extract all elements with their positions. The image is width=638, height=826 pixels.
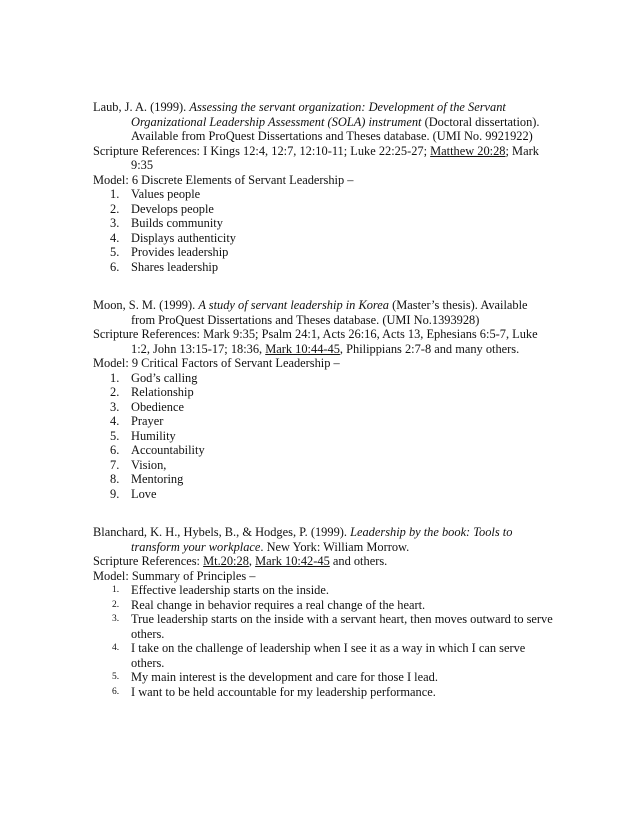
model-heading: Model: Summary of Principles – [93, 568, 256, 583]
scripture-references: Scripture References: Mt.20:28, Mark 10:42-45 and others. [93, 554, 388, 568]
citation: Moon, S. M. (1999). A study of servant leadership in Korea (Master’s thesis). Available from ProQuest Dissertations and Theses database. (UMI No.1393928) [93, 298, 528, 327]
list-item: 4. Displays authenticity [110, 230, 236, 245]
list-item: 6. Accountability [110, 443, 205, 457]
scripture-link[interactable]: Mt.20:28 [203, 554, 249, 568]
numbered-list [93, 371, 553, 502]
numbered-list [93, 187, 553, 274]
list-item: 6. Shares leadership [110, 259, 219, 274]
list-item: 3. Builds community [110, 216, 223, 230]
list-item: 4. I take on the challenge of leadership when I see it as a way in which I can serve others. [112, 641, 526, 670]
list-item: 5. Provides leadership [110, 245, 229, 259]
list-item: 4. Prayer [110, 414, 164, 428]
citation: Laub, J. A. (1999). Assessing the servant organization: Development of the Servant Organizational Leadership Assessment (SOLA) instrument (Doctoral dissertation). Available from ProQuest Dissertations and Theses database. (UMI No. 9921922) [93, 100, 540, 143]
list-item: 2. Real change in behavior requires a real change of the heart. [112, 597, 426, 612]
list-item: 9. Love [110, 486, 157, 501]
scripture-references: Scripture References: I Kings 12:4, 12:7, 12:10-11; Luke 22:25-27; Matthew 20:28; Mark 9:35 [93, 143, 539, 172]
list-item: 5. Humility [110, 428, 176, 443]
list-item: 2. Relationship [110, 385, 194, 399]
list-item: 2. Develops people [110, 201, 214, 216]
citation-title: Leadership by the book: Tools to transform your workplace [131, 525, 513, 554]
entry-blanchard [93, 525, 553, 699]
document-page [93, 100, 553, 699]
entry-laub [93, 100, 553, 274]
model-heading: Model: 9 Critical Factors of Servant Leadership – [93, 356, 340, 370]
list-item: 3. Obedience [110, 399, 184, 414]
scripture-link[interactable]: Mark 10:42-45 [255, 554, 330, 568]
citation: Blanchard, K. H., Hybels, B., & Hodges, P. (1999). Leadership by the book: Tools to transform your workplace. New York: William Morrow. [93, 525, 513, 554]
citation-title: A study of servant leadership in Korea [198, 298, 389, 312]
scripture-references: Scripture References: Mark 9:35; Psalm 24:1, Acts 26:16, Acts 13, Ephesians 6:5-7, Luke 1:2, John 13:15-17; 18:36, Mark 10:44-45, Philippians 2:7-8 and many others. [93, 327, 538, 356]
list-item: 6. I want to be held accountable for my leadership performance. [112, 684, 436, 699]
list-item: 1. Values people [110, 187, 201, 201]
list-item: 8. Mentoring [110, 472, 184, 486]
list-item: 7. Vision, [110, 457, 167, 472]
list-item: 5. My main interest is the development and care for those I lead. [112, 670, 438, 684]
entry-moon [93, 298, 553, 501]
list-item: 1. Effective leadership starts on the inside. [112, 583, 329, 597]
list-item: 1. God’s calling [110, 370, 198, 385]
numbered-list [93, 583, 553, 699]
list-item: 3. True leadership starts on the inside with a servant heart, then moves outward to serve others. [112, 612, 553, 641]
scripture-link[interactable]: Mark 10:44-45 [265, 341, 340, 356]
scripture-link[interactable]: Matthew 20:28 [430, 143, 506, 158]
model-heading: Model: 6 Discrete Elements of Servant Leadership – [93, 172, 354, 187]
citation-title: Assessing the servant organization: Development of the Servant Organizational Leadership Assessment (SOLA) instrument [131, 100, 506, 129]
